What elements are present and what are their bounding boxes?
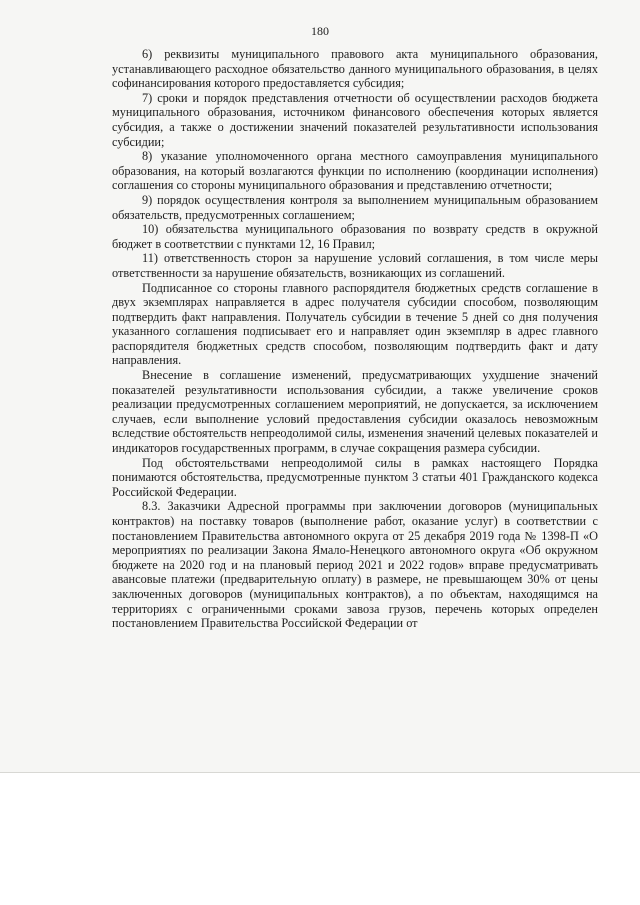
paragraph-item-11: 11) ответственность сторон за нарушение условий соглашения, в том числе меры ответственности за нарушение обязательств, возникающих из соглашений. [112, 251, 598, 280]
paragraph-force-majeure: Под обстоятельствами непреодолимой силы в рамках настоящего Порядка понимаются обстоятельства, предусмотренные пунктом 3 статьи 401 Гражданского кодекса Российской Федерации. [112, 455, 598, 499]
paragraph-8-3: 8.3. Заказчики Адресной программы при заключении договоров (муниципальных контрактов) на поставку товаров (выполнение работ, оказание услуг) в соответствии с постановлением Правительства автономного округа от 25 декабря 2019 года № 1398-П «О мероприятиях по реализации Закона Ямало-Ненецкого автономного округа «Об окружном бюджете на 2020 год и на плановый период 2021 и 2022 годов» вправе предусматривать авансовые платежи (предварительную оплату) в размере, не превышающем 30% от цены заключенных договоров (муниципальных контрактов), а по объектам, находящимся на территориях с ограниченными сроками завоза грузов, перечень которых определен постановлением Правительства Российской Федерации от [112, 499, 598, 631]
paragraph-amendments: Внесение в соглашение изменений, предусматривающих ухудшение значений показателей результативности использования субсидии, а также увеличение сроков реализации предусмотренных соглашением мероприятий, не допускается, за исключением случаев, если выполнение условий предоставления субсидии оказалось невозможным вследствие обстоятельств непреодолимой силы, изменения значений целевых показателей и индикаторов государственных программ, в случае сокращения размера субсидии. [112, 368, 598, 456]
document-body [112, 47, 598, 631]
paragraph-item-10: 10) обязательства муниципального образования по возврату средств в окружной бюджет в соответствии с пунктами 12, 16 Правил; [112, 222, 598, 251]
paragraph-item-7: 7) сроки и порядок представления отчетности об осуществлении расходов бюджета муниципального образования, источником финансового обеспечения которых является субсидия, а также о достижении значений показателей результативности использования субсидии; [112, 90, 598, 149]
page-number: 180 [311, 24, 329, 38]
paragraph-signed-agreement: Подписанное со стороны главного распорядителя бюджетных средств соглашение в двух экземплярах направляется в адрес получателя субсидии способом, позволяющим подтвердить факт направления. Получатель субсидии в течение 5 дней со дня получения указанного соглашения подписывает его и направляет один экземпляр в адрес главного распорядителя бюджетных средств способом, позволяющим подтвердить факт и дату направления. [112, 280, 598, 368]
paragraph-item-6: 6) реквизиты муниципального правового акта муниципального образования, устанавливающего расходное обязательство данного муниципального образования, в целях софинансирования которого предоставляется субсидия; [112, 47, 598, 91]
paragraph-item-9: 9) порядок осуществления контроля за выполнением муниципальным образованием обязательств, предусмотренных соглашением; [112, 192, 598, 222]
blank-margin [0, 773, 640, 905]
paragraph-item-8: 8) указание уполномоченного органа местного самоуправления муниципального образования, на который возлагаются функции по исполнению (координации исполнения) соглашения со стороны муниципального образования и представлению отчетности; [112, 149, 598, 193]
